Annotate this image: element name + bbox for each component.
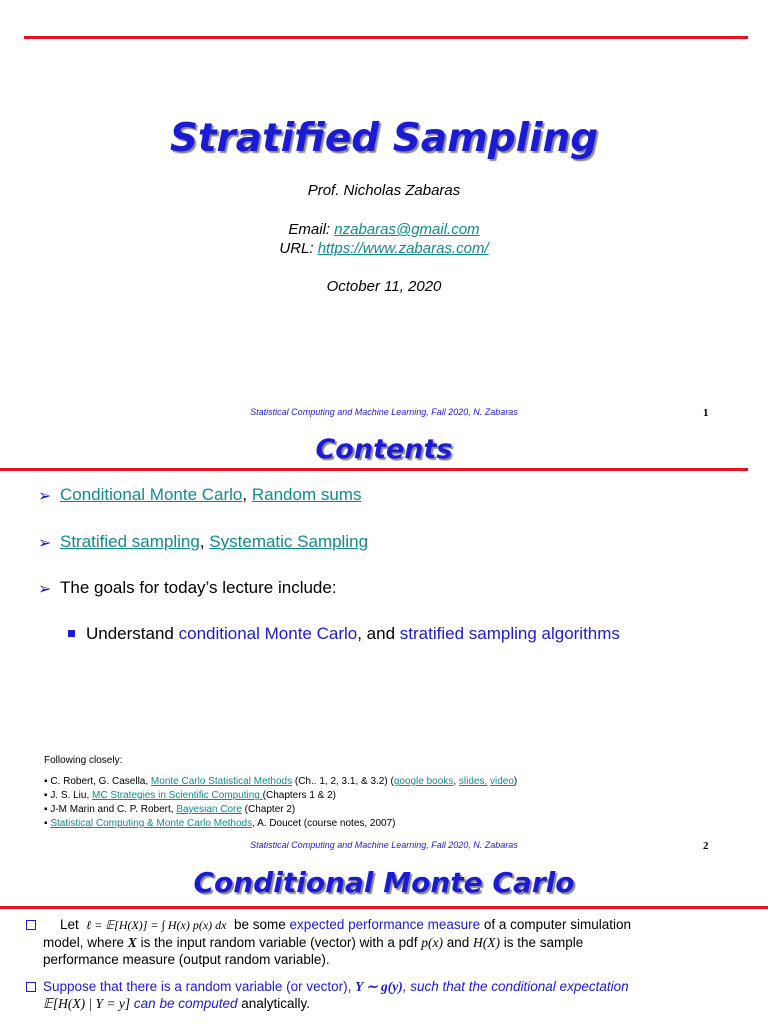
ref-link-google-books[interactable]: google books [393, 776, 454, 787]
email-label: Email: [288, 221, 335, 238]
slide1-title: Stratified Sampling [169, 116, 599, 161]
slide3-title: Conditional Monte Carlo [193, 866, 575, 899]
reference-2: ▪ J. S. Liu, MC Strategies in Scientific Computing (Chapters 1 & 2) [44, 790, 337, 801]
references-list [44, 775, 517, 831]
slide3-top-rule [0, 906, 768, 909]
checkbox-bullet-icon [26, 920, 36, 930]
checkbox-bullet-icon [26, 982, 36, 992]
paragraph-1-line-1: Let ℓ = 𝔼[H(X)] = ∫ H(x) p(x) dx be some expected performance measure of a computer simulation [60, 917, 631, 932]
author: Prof. Nicholas Zabaras [307, 182, 461, 199]
reference-3: ▪ J-M Marin and C. P. Robert, Bayesian Core (Chapter 2) [44, 804, 296, 815]
arrow-bullet-icon: ➢ [38, 535, 52, 552]
contents-link-stratified[interactable]: Stratified sampling [60, 532, 200, 551]
slide2-top-rule [0, 468, 748, 471]
email-line [0, 221, 768, 238]
square-bullet-icon [68, 630, 75, 637]
ref-link-doucet[interactable]: Statistical Computing & Monte Carlo Methods [50, 818, 253, 829]
ref-link-robert-casella[interactable]: Monte Carlo Statistical Methods [150, 776, 293, 787]
goals-subitem: Understand conditional Monte Carlo, and stratified sampling algorithms [86, 624, 620, 643]
url-label: URL: [279, 240, 318, 257]
following-closely-label: Following closely: [44, 755, 123, 766]
arrow-bullet-icon: ➢ [38, 581, 52, 598]
slide2-footer: Statistical Computing and Machine Learning, Fall 2020, N. Zabaras [250, 840, 518, 850]
date: October 11, 2020 [326, 278, 442, 295]
ref-link-liu[interactable]: MC Strategies in Scientific Computing [92, 790, 263, 801]
contents-link-conditional-mc[interactable]: Conditional Monte Carlo [60, 485, 243, 504]
reference-4: ▪ Statistical Computing & Monte Carlo Methods, A. Doucet (course notes, 2007) [44, 818, 396, 829]
paragraph-1-line-3: performance measure (output random variable). [43, 952, 330, 967]
ref-link-video[interactable]: video [490, 776, 514, 787]
arrow-bullet-icon: ➢ [38, 488, 52, 505]
slide2-page-number: 2 [703, 840, 709, 852]
slide1-page-number: 1 [703, 407, 709, 419]
goals-text: The goals for today’s lecture include: [60, 578, 337, 597]
paragraph-2-line-1: Suppose that there is a random variable (or vector), Y ∼ g(y), such that the conditional expectation [43, 979, 629, 994]
slide1-footer: Statistical Computing and Machine Learning, Fall 2020, N. Zabaras [250, 407, 518, 417]
reference-1: ▪ C. Robert, G. Casella, Monte Carlo Statistical Methods (Ch.. 1, 2, 3.1, & 3.2) (google books, slides, video) [44, 776, 518, 787]
url-link[interactable]: https://www.zabaras.com/ [317, 240, 489, 257]
ref-link-slides[interactable]: slides, [458, 776, 488, 787]
slide1-top-rule [24, 36, 748, 39]
contents-item-2: Stratified sampling, Systematic Sampling [60, 532, 369, 551]
expectation-formula: ℓ = 𝔼[H(X)] = ∫ H(x) p(x) dx [86, 918, 227, 932]
url-line [0, 240, 768, 257]
contents-item-1: Conditional Monte Carlo, Random sums [60, 485, 362, 504]
paragraph-2-line-2: 𝔼[H(X) | Y = y] can be computed analytically. [43, 996, 311, 1011]
email-link[interactable]: nzabaras@gmail.com [334, 221, 480, 238]
contents-link-random-sums[interactable]: Random sums [251, 485, 362, 504]
contents-link-systematic[interactable]: Systematic Sampling [209, 532, 369, 551]
slide2-title: Contents [315, 434, 453, 465]
paragraph-1-line-2: model, where X is the input random variable (vector) with a pdf p(x) and H(X) is the sample [43, 935, 584, 950]
ref-link-bayesian-core[interactable]: Bayesian Core [176, 804, 242, 815]
